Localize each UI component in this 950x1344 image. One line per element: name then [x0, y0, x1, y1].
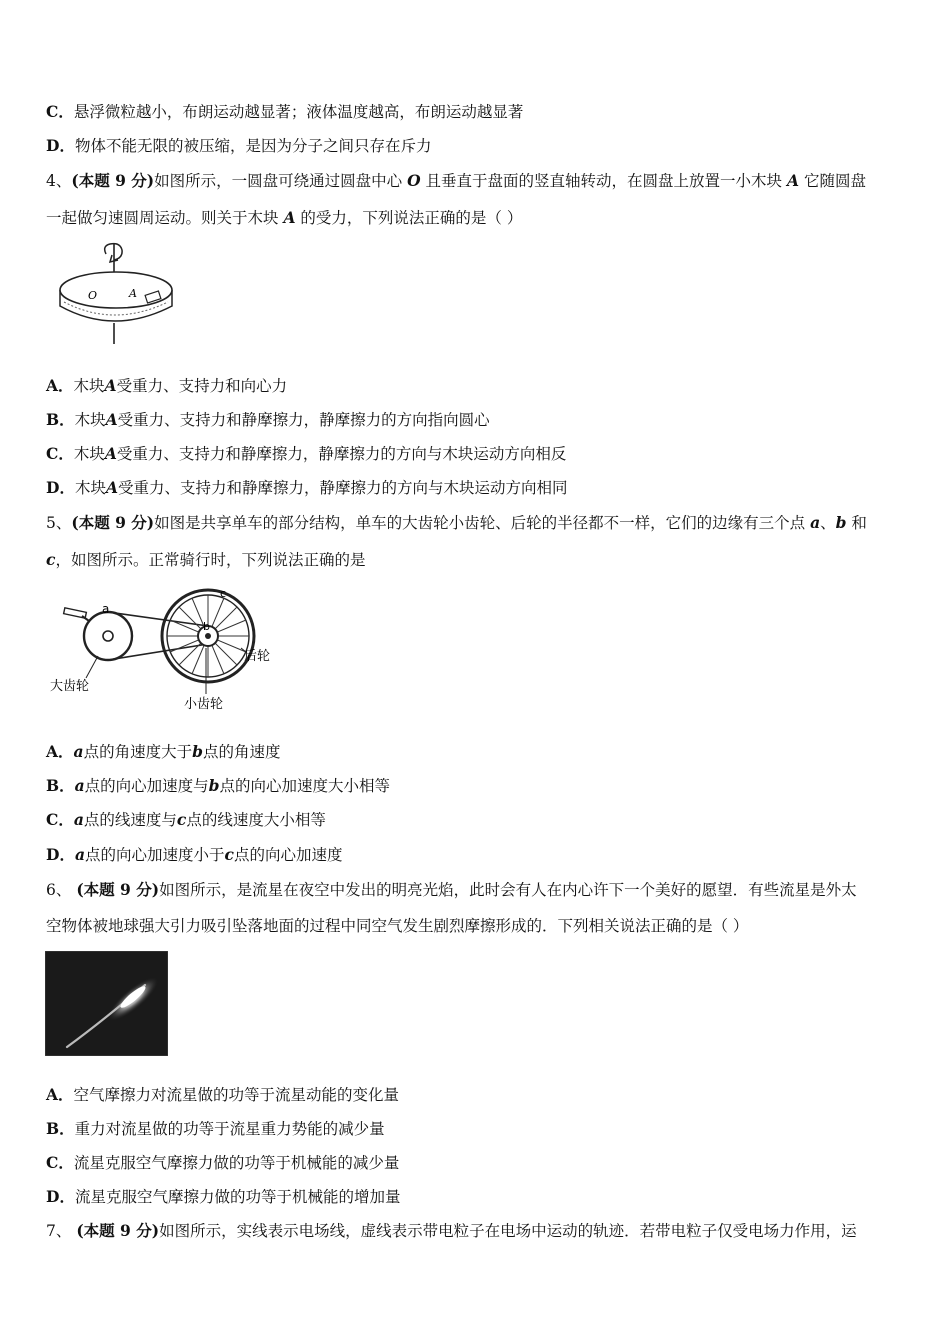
- option-text: 点的线速度与: [83, 811, 177, 829]
- option-text: 流星克服空气摩擦力做的功等于机械能的减少量: [73, 1154, 400, 1172]
- bicycle-gear-figure: [46, 586, 286, 716]
- q5-stem-line1: [46, 513, 906, 533]
- variable: b: [192, 742, 203, 761]
- label-a: a: [102, 602, 110, 616]
- option-letter: C．: [46, 1153, 74, 1172]
- q5-option-d: [46, 845, 906, 865]
- label-c: c: [220, 587, 227, 600]
- stem-text: 的受力，下列说法正确的是（ ）: [300, 209, 523, 227]
- variable-a: A: [283, 208, 296, 227]
- variable-o: O: [407, 171, 421, 190]
- option-text: 点的向心加速度与: [84, 777, 209, 795]
- option-text: 受重力、支持力和向心力: [116, 377, 288, 395]
- option-text: 点的角速度: [202, 743, 281, 761]
- variable: a: [73, 742, 84, 761]
- option-letter: D．: [46, 1187, 75, 1206]
- option-letter: C．: [46, 810, 74, 829]
- stem-text: 如图所示，是流星在夜空中发出的明亮光焰，此时会有人在内心许下一个美好的愿望．有些流星是外太: [159, 881, 857, 899]
- option-text: 受重力、支持力和静摩擦力，静摩擦力的方向与木块运动方向相反: [116, 445, 567, 463]
- q5-option-a: [46, 742, 906, 762]
- option-text: 点的向心加速度大小相等: [219, 777, 391, 795]
- option-text: 木块: [73, 377, 105, 395]
- variable-a: A: [105, 410, 118, 429]
- variable: c: [176, 810, 187, 829]
- variable: c: [224, 845, 234, 864]
- variable: a: [73, 810, 84, 829]
- q6-option-a: [46, 1085, 906, 1105]
- option-text: 点的向心加速度小于: [85, 846, 225, 864]
- variable: a: [74, 776, 85, 795]
- q5-stem-line2: [46, 550, 906, 570]
- q4-stem-line1: [46, 171, 906, 191]
- stem-text: ，如图所示。正常骑行时，下列说法正确的是: [55, 551, 366, 569]
- question-score: (本题 9 分): [71, 513, 155, 532]
- option-text: 木块: [74, 411, 106, 429]
- q7-stem-line1: [46, 1221, 906, 1241]
- disk-top: [60, 272, 172, 308]
- question-number: 4、: [46, 172, 72, 190]
- variable: b: [208, 776, 220, 795]
- label-o: O: [88, 289, 98, 302]
- stem-text: 和: [851, 514, 867, 532]
- stem-text: 它随圆盘: [803, 172, 866, 190]
- option-letter: D．: [46, 136, 75, 155]
- q4-option-c: [46, 444, 906, 464]
- question-score: (本题 9 分): [76, 1221, 160, 1240]
- variable-a: A: [104, 444, 117, 463]
- q4-option-a: [46, 376, 906, 396]
- option-letter: C．: [46, 444, 74, 463]
- label-a: A: [129, 287, 137, 300]
- option-text: 点的线速度大小相等: [186, 811, 326, 829]
- label-b: b: [203, 620, 210, 633]
- question-score: (本题 9 分): [71, 171, 155, 190]
- option-letter: A．: [46, 1085, 74, 1104]
- stem-text: 如图所示，一圆盘可绕通过圆盘中心: [154, 172, 403, 190]
- variable-c: c: [46, 550, 56, 569]
- variable-b: b: [835, 513, 847, 532]
- rotating-disk-figure: [52, 240, 182, 350]
- question-number: 5、: [46, 514, 72, 532]
- big-gear-hub: [103, 631, 113, 641]
- night-sky: [45, 951, 168, 1056]
- leader-line-big: [86, 656, 98, 678]
- q3-option-c: [46, 102, 906, 122]
- variable-a: A: [105, 478, 118, 497]
- question-number: 6、: [46, 881, 72, 899]
- option-text: 木块: [73, 445, 105, 463]
- option-text: 木块: [74, 479, 106, 497]
- option-letter: B．: [46, 410, 75, 429]
- option-text: 物体不能无限的被压缩，是因为分子之间只存在斥力: [74, 137, 432, 155]
- label-small-gear: 小齿轮: [184, 697, 224, 712]
- q4-option-b: [46, 410, 906, 430]
- question-score: (本题 9 分): [76, 880, 160, 899]
- stem-text: 空物体被地球强大引力吸引坠落地面的过程中同空气发生剧烈摩擦形成的．下列相关说法正确的是（ ）: [46, 917, 749, 935]
- option-text: 悬浮微粒越小，布朗运动越显著；液体温度越高，布朗运动越显著: [73, 103, 524, 121]
- q4-stem-line2: [46, 208, 906, 228]
- option-text: 受重力、支持力和静摩擦力，静摩擦力的方向指向圆心: [117, 411, 490, 429]
- q5-option-b: [46, 776, 906, 796]
- option-letter: D．: [46, 478, 75, 497]
- option-text: 流星克服空气摩擦力做的功等于机械能的增加量: [74, 1188, 401, 1206]
- question-number: 7、: [46, 1222, 72, 1240]
- option-letter: A．: [46, 376, 74, 395]
- label-big-gear: 大齿轮: [50, 679, 90, 694]
- stem-text: 一起做匀速圆周运动。则关于木块: [46, 209, 279, 227]
- stem-text: 且垂直于盘面的竖直轴转动，在圆盘上放置一小木块: [425, 172, 783, 190]
- option-text: 受重力、支持力和静摩擦力，静摩擦力的方向与木块运动方向相同: [118, 479, 568, 497]
- option-text: 点的向心加速度: [233, 846, 343, 864]
- small-gear-hub: [205, 633, 211, 639]
- q3-option-d: [46, 136, 906, 156]
- variable-a: a: [810, 513, 821, 532]
- option-letter: D．: [46, 845, 75, 864]
- option-letter: C．: [46, 102, 74, 121]
- stem-text: 如图所示，实线表示电场线，虚线表示带电粒子在电场中运动的轨迹．若带电粒子仅受电场力作用，运: [159, 1222, 857, 1240]
- q4-option-d: [46, 478, 906, 498]
- q6-option-d: [46, 1187, 906, 1207]
- option-letter: B．: [46, 1119, 75, 1138]
- label-rear-wheel: 后轮: [244, 649, 271, 664]
- q6-option-c: [46, 1153, 906, 1173]
- stem-text: 如图是共享单车的部分结构，单车的大齿轮小齿轮、后轮的半径都不一样，它们的边缘有三个点: [154, 514, 806, 532]
- option-letter: B．: [46, 776, 75, 795]
- q6-stem-line2: [46, 916, 906, 936]
- option-text: 重力对流星做的功等于流星重力势能的减少量: [74, 1120, 385, 1138]
- variable: a: [74, 845, 85, 864]
- variable-a: A: [104, 376, 117, 395]
- meteor-photo: [45, 951, 168, 1056]
- option-letter: A．: [46, 742, 74, 761]
- option-text: 空气摩擦力对流星做的功等于流星动能的变化量: [73, 1086, 400, 1104]
- separator: 、: [820, 514, 836, 532]
- q6-stem-line1: [46, 880, 906, 900]
- option-text: 点的角速度大于: [83, 743, 193, 761]
- q6-option-b: [46, 1119, 906, 1139]
- q5-option-c: [46, 810, 906, 830]
- variable-a: A: [786, 171, 800, 190]
